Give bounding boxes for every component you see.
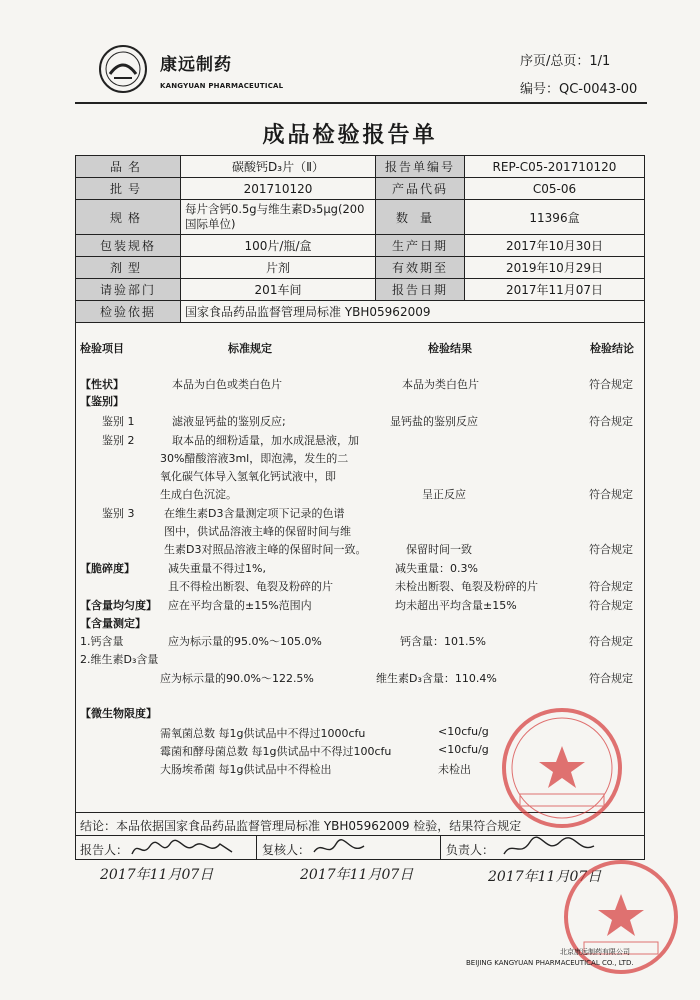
calcium-conclusion: 符合规定 [589, 635, 633, 648]
dept-value: 201车间 [181, 279, 376, 301]
ident2-item: 鉴别 2 [102, 434, 135, 447]
traits-conclusion: 符合规定 [589, 378, 633, 391]
uniformity-result: 均未超出平均含量±15% [395, 599, 517, 612]
report-number: REP-C05-201710120 [465, 156, 645, 178]
vitd3-conclusion: 符合规定 [589, 672, 633, 685]
expiry-date: 2019年10月29日 [465, 257, 645, 279]
calcium-result: 钙含量：101.5% [400, 635, 486, 648]
col-result: 检验结果 [428, 342, 472, 355]
ident3-result: 保留时间一致 [406, 543, 472, 556]
friability-conclusion: 符合规定 [589, 580, 633, 593]
approver-signature-icon [500, 836, 600, 860]
approver-label: 负责人： [446, 843, 495, 857]
col-item: 检验项目 [80, 342, 124, 355]
product-name-label: 品名 [76, 156, 181, 178]
quantity-value: 11396盒 [465, 200, 645, 235]
friability-item: 【脆碎度】 [80, 562, 135, 575]
microbial3-standard: 大肠埃希菌 每1g供试品中不得检出 [160, 763, 332, 776]
footer-company-cn: 北京康远制药有限公司 [560, 948, 630, 956]
traits-standard: 本品为白色或类白色片 [172, 378, 282, 391]
vitd3-result: 维生素D₃含量：110.4% [376, 672, 497, 685]
conclusion-text: 结论：本品依据国家食品药品监督管理局标准 YBH05962009 检验，结果符合规定 [80, 819, 522, 833]
vitd3-standard: 应为标示量的90.0%～122.5% [160, 672, 314, 685]
assay-item: 【含量测定】 [80, 617, 146, 630]
reviewer-signature-icon [310, 838, 370, 860]
microbial2-result: <10cfu/g [438, 743, 489, 756]
ident2-conclusion: 符合规定 [589, 488, 633, 501]
ident2-standard-4: 生成白色沉淀。 [160, 488, 237, 501]
quality-stamp-icon [500, 706, 624, 830]
microbial1-result: <10cfu/g [438, 725, 489, 738]
ident1-standard: 滤液显钙盐的鉴别反应; [172, 415, 286, 428]
product-code-label: 产品代码 [376, 178, 465, 200]
product-info-table [75, 155, 645, 323]
dept-label: 请验部门 [76, 279, 181, 301]
expiry-label: 有效期至 [376, 257, 465, 279]
batch-label: 批号 [76, 178, 181, 200]
friability-result-2: 未检出断裂、龟裂及粉碎的片 [395, 580, 538, 593]
spec-value: 每片含钙0.5g与维生素D₃5μg(200国际单位) [181, 200, 376, 235]
product-name: 碳酸钙D₃片（Ⅱ） [181, 156, 376, 178]
ident-item: 【鉴别】 [80, 395, 124, 408]
vitd3-item: 2.维生素D₃含量 [80, 653, 159, 666]
ident1-conclusion: 符合规定 [589, 415, 633, 428]
ident3-item: 鉴别 3 [102, 507, 135, 520]
product-code: C05-06 [465, 178, 645, 200]
calcium-standard: 应为标示量的95.0%～105.0% [168, 635, 322, 648]
basis-value: 国家食品药品监督管理局标准 YBH05962009 [181, 301, 645, 323]
ident3-standard-1: 在维生素D3含量测定项下记录的色谱 [164, 507, 345, 520]
ident1-result: 显钙盐的鉴别反应 [390, 415, 478, 428]
traits-result: 本品为类白色片 [402, 378, 479, 391]
report-date-label: 报告日期 [376, 279, 465, 301]
friability-result-1: 减失重量：0.3% [395, 562, 478, 575]
uniformity-item: 【含量均匀度】 [80, 599, 157, 612]
report-date: 2017年11月07日 [465, 279, 645, 301]
ident1-item: 鉴别 1 [102, 415, 135, 428]
ident2-standard-3: 氧化碳气体导入氢氧化钙试液中，即 [160, 470, 336, 483]
company-name-en: KANGYUAN PHARMACEUTICAL [160, 82, 284, 90]
reporter-label: 报告人： [80, 843, 129, 857]
traits-item: 【性状】 [80, 378, 124, 391]
microbial2-standard: 霉菌和酵母菌总数 每1g供试品中不得过100cfu [160, 745, 392, 758]
microbial-item: 【微生物限度】 [80, 707, 157, 720]
signature-col-divider-2 [440, 835, 441, 860]
company-logo-icon [98, 44, 148, 94]
friability-standard-1: 减失重量不得过1%, [168, 562, 266, 575]
signature-col-divider-1 [256, 835, 257, 860]
calcium-item: 1.钙含量 [80, 635, 124, 648]
page-title: 成品检验报告单 [262, 123, 438, 148]
ident3-conclusion: 符合规定 [589, 543, 633, 556]
ident2-standard-1: 取本品的细粉适量，加水成混悬液，加 [172, 434, 359, 447]
reporter-date: 2017年11月07日 [100, 867, 214, 883]
microbial1-standard: 需氧菌总数 每1g供试品中不得过1000cfu [160, 727, 366, 740]
mfg-date: 2017年10月30日 [465, 235, 645, 257]
mfg-date-label: 生产日期 [376, 235, 465, 257]
basis-label: 检验依据 [76, 301, 181, 323]
ident3-standard-3: 生素D3对照品溶液主峰的保留时间一致。 [164, 543, 367, 556]
reporter-signature-icon [128, 838, 238, 860]
page-info: 序页/总页：1/1 [520, 54, 611, 69]
ident2-standard-2: 30%醋酸溶液3ml，即泡沸，发生的二 [160, 452, 349, 465]
col-conclusion: 检验结论 [590, 342, 634, 355]
form-label: 剂型 [76, 257, 181, 279]
reviewer-date: 2017年11月07日 [300, 867, 414, 883]
reviewer-label: 复核人： [262, 843, 311, 857]
friability-standard-2: 且不得检出断裂、龟裂及粉碎的片 [168, 580, 333, 593]
quantity-label: 数量 [376, 200, 465, 235]
batch-number: 201710120 [181, 178, 376, 200]
package-label: 包装规格 [76, 235, 181, 257]
microbial3-result: 未检出 [438, 763, 471, 776]
approver-date: 2017年11月07日 [488, 869, 602, 885]
col-standard: 标准规定 [228, 342, 272, 355]
ident3-standard-2: 图中，供试品溶液主峰的保留时间与维 [164, 525, 351, 538]
ident2-result: 呈正反应 [422, 488, 466, 501]
company-name: 康远制药 [160, 55, 232, 75]
uniformity-standard: 应在平均含量的±15%范围内 [168, 599, 312, 612]
package-value: 100片/瓶/盒 [181, 235, 376, 257]
footer-company-en: BEIJING KANGYUAN PHARMACEUTICAL CO., LTD. [466, 959, 634, 967]
document-number: 编号：QC-0043-00 [520, 82, 638, 97]
uniformity-conclusion: 符合规定 [589, 599, 633, 612]
report-number-label: 报告单编号 [376, 156, 465, 178]
header-divider [75, 102, 647, 104]
spec-label: 规格 [76, 200, 181, 235]
form-value: 片剂 [181, 257, 376, 279]
